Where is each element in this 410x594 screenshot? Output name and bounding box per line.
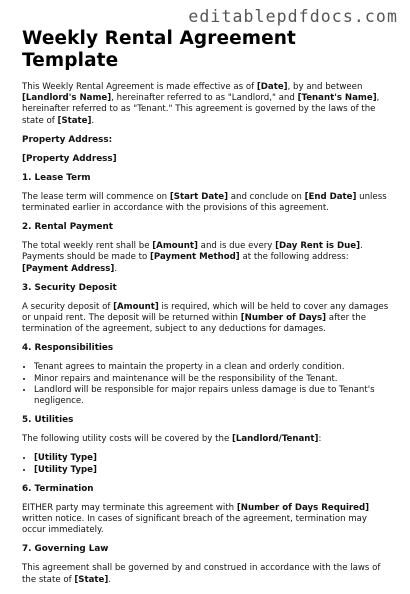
site-watermark: editablepdfdocs.com xyxy=(188,7,398,26)
list-item xyxy=(34,453,392,464)
field-date: [Date] xyxy=(256,82,288,92)
list-item: • Minor repairs and maintenance will be the responsibility of the Tenant. xyxy=(34,374,392,385)
property-address-label: Property Address: xyxy=(22,134,113,145)
section-heading-termination: 6. Termination xyxy=(22,483,94,494)
field-rent-due-day: [Day Rent is Due] xyxy=(275,241,361,252)
field-utility-type: [Utility Type] xyxy=(34,464,97,475)
field-tenant-name: [Tenant's Name] xyxy=(297,93,377,104)
list-item: • Tenant agrees to maintain the property in a clean and orderly condition. xyxy=(34,362,392,373)
document-title: Weekly Rental Agreement Template xyxy=(22,28,296,71)
governing-law-paragraph: This agreement shall be governed by and construed in accordance with the laws of the state of [State]. xyxy=(22,563,381,585)
section-heading-responsibilities: 4. Responsibilities xyxy=(22,343,114,354)
lease-term-paragraph: The lease term will commence on [Start Date] and conclude on [End Date] unless terminated earlier in accordance with the provisions of this agreement. xyxy=(22,191,387,214)
section-heading-lease-term: 1. Lease Term xyxy=(22,172,91,183)
intro-paragraph: This Weekly Rental Agreement is made effective as of [Date], by and between [Landlord's Name], hereinafter referred to as "Landlord," and [Tenant's Name], hereinafter referred to as "Tenant." This agreement is governed by the laws of the state of [State]. xyxy=(22,82,380,126)
section-heading-utilities: 5. Utilities xyxy=(22,415,74,426)
field-return-days: [Number of Days] xyxy=(240,313,327,324)
field-utility-payer: [Landlord/Tenant] xyxy=(231,434,319,445)
field-governing-state: [State] xyxy=(74,574,109,585)
field-payment-address: [Payment Address] xyxy=(22,263,115,274)
responsibilities-list xyxy=(22,362,392,407)
document-body xyxy=(22,28,392,594)
list-item xyxy=(34,465,392,476)
section-heading-security-deposit: 3. Security Deposit xyxy=(22,282,117,293)
field-deposit-amount: [Amount] xyxy=(113,301,159,312)
utilities-paragraph: The following utility costs will be covered by the [Landlord/Tenant]: xyxy=(22,434,322,445)
field-notice-days: [Number of Days Required] xyxy=(236,502,370,513)
field-start-date: [Start Date] xyxy=(169,191,229,202)
field-state: [State] xyxy=(57,115,92,126)
field-rent-amount: [Amount] xyxy=(152,241,198,252)
utilities-list xyxy=(22,453,392,475)
rental-payment-paragraph: The total weekly rent shall be [Amount] and is due every [Day Rent is Due]. Payments should be made to [Payment Method] at the following address: [Payment Address]. xyxy=(22,241,363,274)
section-heading-governing-law: 7. Governing Law xyxy=(22,544,109,555)
field-payment-method: [Payment Method] xyxy=(149,252,240,263)
field-landlord-name: [Landlord's Name] xyxy=(22,93,112,104)
section-heading-rental-payment: 2. Rental Payment xyxy=(22,222,113,233)
field-end-date: [End Date] xyxy=(304,191,357,202)
field-utility-type: [Utility Type] xyxy=(34,453,97,464)
termination-paragraph: EITHER party may terminate this agreement with [Number of Days Required] written notice. In cases of significant breach of the agreement, termination may occur immediately. xyxy=(22,502,370,536)
security-deposit-paragraph: A security deposit of [Amount] is required, which will be held to cover any damages or unpaid rent. The deposit will be returned within [Number of Days] after the termination of the agreement, subject to any deductions for damages. xyxy=(22,301,389,335)
field-property-address: [Property Address] xyxy=(22,153,117,164)
list-item: • Landlord will be responsible for major repairs unless damage is due to Tenant's negligence. xyxy=(34,385,392,407)
